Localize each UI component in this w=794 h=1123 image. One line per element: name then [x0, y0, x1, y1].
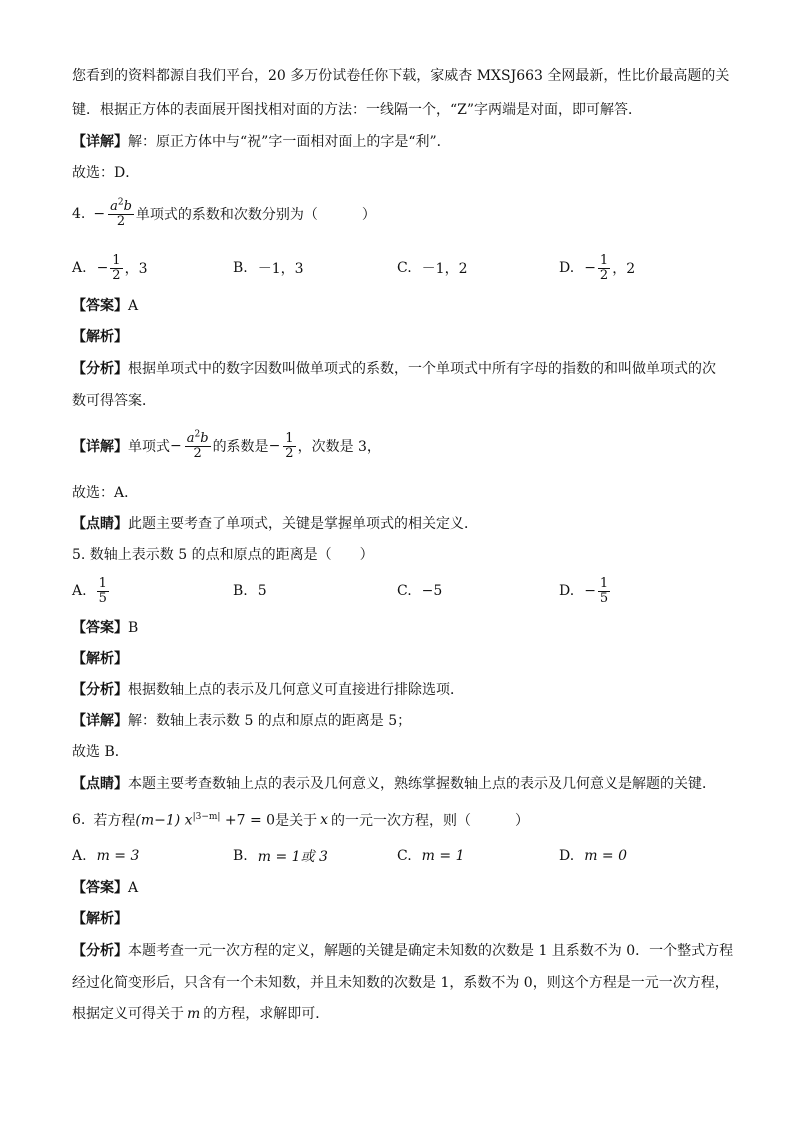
q5-option-a: A. $\frac{1}{5}$ [72, 575, 107, 606]
intro-choose: 故选：D． [72, 165, 140, 181]
q4-fraction: $\frac{a^2b}{2}$ [110, 197, 132, 229]
q6-equation: (m−1) $x^{|3-m|} +7 = 0$ [135, 811, 276, 829]
q6-option-a: A. m = 3 [72, 848, 140, 864]
q6-analysis-tag: 【解析】 [72, 911, 128, 927]
q5-option-d: D. − $\frac{1}{5}$ [559, 575, 609, 606]
q4-detail: 【详解】 单项式 − $\frac{a^2b}{2}$ 的系数是 − $\frac{1}{2}$ ，次数是 3， [72, 429, 381, 461]
q5-stem: 5. 数轴上表示数 5 的点和原点的距离是（ ） [72, 547, 374, 563]
intro-line-1: 您看到的资料都源自我们平台，20 多万份试卷任你下载，家威杏 MXSJ663 全网最新，性比价最高题的关 [72, 68, 730, 84]
q6-answer: 【答案】A [72, 880, 139, 896]
detail-text: 解：原正方体中与“祝”字一面相对面上的字是“利”． [128, 134, 451, 150]
q5-option-c: C. −5 [397, 583, 443, 599]
intro-detail [72, 132, 451, 152]
q4-option-b: B. －1，3 [233, 260, 304, 277]
q4-options [72, 250, 732, 286]
q5-detail: 【详解】解：数轴上表示数 5 的点和原点的距离是 5； [72, 713, 412, 729]
q4-choose: 故选：A． [72, 485, 139, 501]
q6-stem: 6. 若方程 (m−1) $x^{|3-m|} +7 = 0$ 是关于 x 的一元一次方程，则（ ） [72, 811, 529, 829]
q6-option-b: B. m = 1或 3 [233, 848, 328, 865]
q5-answer: 【答案】B [72, 620, 139, 636]
q4-option-a: A. − $\frac{1}{2}$ ，3 [72, 252, 148, 283]
q4-option-c: C. －1，2 [397, 260, 468, 277]
q6-options [72, 838, 732, 874]
q4-minus: − [93, 206, 106, 222]
q4-answer: 【答案】A [72, 298, 139, 314]
q5-comment: 【点睛】本题主要考查数轴上点的表示及几何意义，熟练掌握数轴上点的表示及几何意义是解题的关键． [72, 776, 716, 792]
q6-fenxi-line-2: 经过化简变形后，只含有一个未知数，并且未知数的次数是 1，系数不为 0，则这个方程是一元一次方程， [72, 975, 729, 991]
q6-option-c: C. m = 1 [397, 848, 465, 864]
q4-analysis-tag: 【解析】 [72, 329, 128, 345]
q5-analysis-tag: 【解析】 [72, 651, 128, 667]
q5-choose: 故选 B． [72, 744, 129, 760]
q4-stem: 4. − $\frac{a^2b}{2}$ 单项式的系数和次数分别为（ ） [72, 197, 376, 229]
q6-fenxi-line-1: 【分析】本题考查一元一次方程的定义，解题的关键是确定未知数的次数是 1 且系数不为 0．一个整式方程 [72, 943, 734, 959]
q5-fenxi: 【分析】根据数轴上点的表示及几何意义可直接进行排除选项． [72, 682, 464, 698]
q4-fenxi-line-1: 【分析】根据单项式中的数字因数叫做单项式的系数，一个单项式中所有字母的指数的和叫做单项式的次 [72, 361, 716, 377]
q5-option-b: B. 5 [233, 583, 267, 599]
intro-line-2: 键．根据正方体的表面展开图找相对面的方法：一线隔一个，“Z”字两端是对面，即可解答． [72, 102, 643, 118]
detail-tag: 【详解】 [72, 134, 128, 150]
q6-fenxi-line-3: 根据定义可得关于 m 的方程，求解即可． [72, 1006, 330, 1022]
q6-option-d: D. m = 0 [559, 848, 628, 864]
q4-fenxi-line-2: 数可得答案． [72, 393, 156, 409]
q5-options [72, 573, 732, 609]
q4-comment: 【点睛】此题主要考查了单项式，关键是掌握单项式的相关定义． [72, 516, 478, 532]
q4-option-d: D. − $\frac{1}{2}$ ，2 [559, 252, 636, 283]
q4-number: 4. [72, 206, 86, 222]
q4-stem-text: 单项式的系数和次数分别为（ [135, 207, 318, 223]
